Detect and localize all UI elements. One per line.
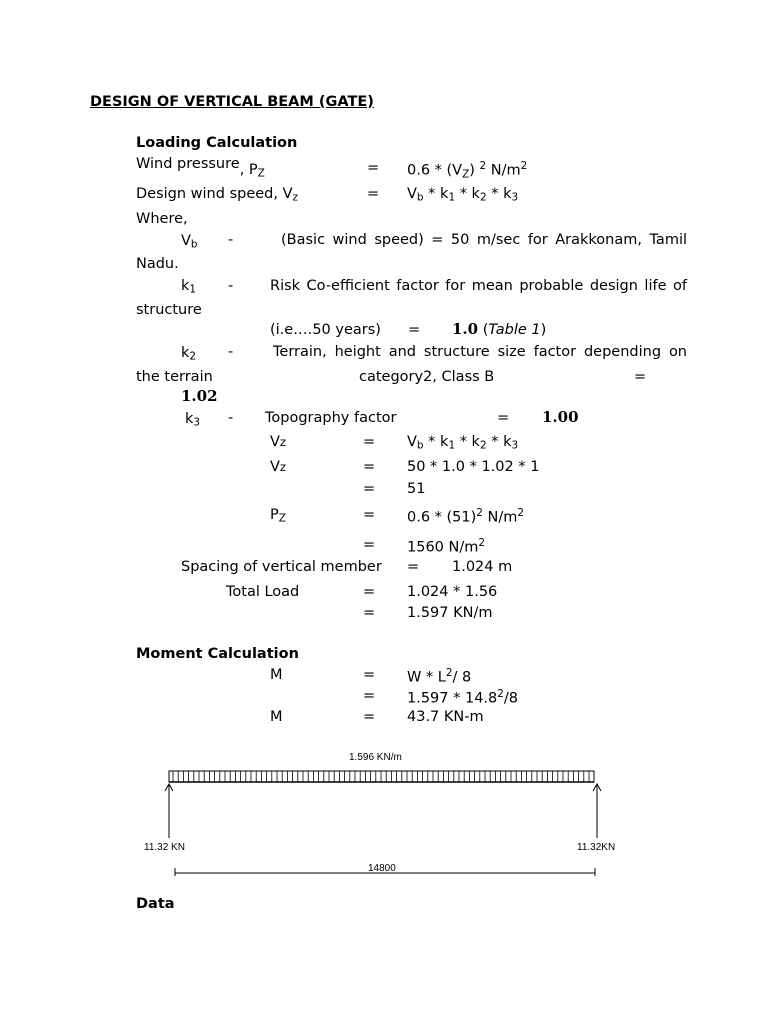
equals-sign: = — [634, 369, 647, 385]
vb-description: (Basic wind speed) = 50 m/sec for Arakkonam, Tamil — [281, 232, 687, 248]
equals-sign: = — [363, 667, 376, 683]
loading-heading: Loading Calculation — [136, 135, 298, 151]
wind-pressure-formula: $0.6 * (V_Z)$ $^2$ $N/m^2$ — [407, 160, 528, 181]
equals-sign: = — [363, 709, 376, 725]
total-load-label: Total Load — [226, 584, 300, 600]
equals-sign: = — [363, 434, 376, 450]
load-hatch — [173, 771, 589, 782]
document-title: DESIGN OF VERTICAL BEAM (GATE) — [90, 94, 374, 110]
distributed-load-block — [169, 771, 594, 782]
data-heading: Data — [136, 896, 175, 912]
k2-terrain-category: category2, Class B — [359, 369, 495, 385]
dash: - — [228, 278, 234, 294]
load-intensity-label: 1.596 KN/m — [349, 752, 402, 763]
vz-lhs: Vz — [270, 459, 287, 475]
span-label: 14800 — [368, 863, 396, 874]
dash: - — [228, 232, 234, 248]
pz-lhs: $P_Z$ — [270, 507, 286, 525]
equals-sign: = — [408, 322, 421, 338]
left-reaction-label: 11.32 KN — [144, 842, 185, 853]
k2-description-cont: the terrain — [136, 369, 213, 385]
k1-symbol: $k_1$ — [181, 278, 197, 296]
spacing-value: 1.024 m — [452, 559, 513, 575]
spacing-label: Spacing of vertical member — [181, 559, 382, 575]
vz-formula: $V_b * k_1 * k_2 * k_3$ — [407, 434, 519, 452]
equals-sign: = — [363, 481, 376, 497]
k2-description: Terrain, height and structure size factor depending on — [273, 344, 687, 360]
design-speed-formula: $V_b * k_1 * k_2 * k_3$ — [407, 186, 519, 204]
equals-sign: = — [367, 160, 380, 176]
where-label: Where, — [136, 211, 188, 227]
moment-substitution: 1.597 * 14.8$^2$/8 — [407, 688, 519, 707]
k1-value: 1.0 (Table 1) — [452, 320, 547, 338]
dash: - — [228, 410, 234, 426]
k1-design-life: (i.e.…50 years) — [270, 322, 381, 338]
equals-sign: = — [407, 559, 420, 575]
pz-result: 1560 $N/m^2$ — [407, 537, 486, 556]
k3-value: 1.00 — [542, 408, 579, 426]
equals-sign: = — [367, 186, 380, 202]
k3-symbol: $k_3$ — [185, 411, 201, 429]
pz-substitution: $0.6 * (51)^2$ $N/m^2$ — [407, 507, 525, 526]
moment-result: 43.7 KN-m — [407, 709, 484, 725]
k3-description: Topography factor — [265, 410, 397, 426]
moment-formula: W * $L^2/$ 8 — [407, 667, 472, 686]
k1-description-cont: structure — [136, 302, 202, 318]
vz-lhs: Vz — [270, 434, 287, 450]
equals-sign: = — [363, 605, 376, 621]
equals-sign: = — [363, 507, 376, 523]
vb-symbol: $V_b$ — [181, 233, 198, 251]
total-load-result: 1.597 KN/m — [407, 605, 493, 621]
wind-pressure-label: Wind pressure, $P_Z$ — [136, 156, 265, 180]
total-load-formula: 1.024 * 1.56 — [407, 584, 498, 600]
equals-sign: = — [363, 688, 376, 704]
k2-value: 1.02 — [181, 387, 218, 405]
vz-substitution: 50 * 1.0 * 1.02 * 1 — [407, 459, 540, 475]
right-reaction-label: 11.32KN — [577, 842, 616, 853]
moment-lhs: M — [270, 709, 283, 725]
vb-description-cont: Nadu. — [136, 256, 179, 272]
design-speed-label: Design wind speed, $V_z$ — [136, 186, 298, 204]
moment-heading: Moment Calculation — [136, 646, 299, 662]
equals-sign: = — [363, 584, 376, 600]
beam-loading-diagram — [130, 742, 630, 882]
k1-description: Risk Co-efficient factor for mean probable design life of — [270, 278, 687, 294]
equals-sign: = — [363, 537, 376, 553]
k2-symbol: $k_2$ — [181, 345, 197, 363]
moment-lhs: M — [270, 667, 283, 683]
dash: - — [228, 344, 234, 360]
equals-sign: = — [363, 459, 376, 475]
vz-result: 51 — [407, 481, 426, 497]
equals-sign: = — [497, 410, 510, 426]
